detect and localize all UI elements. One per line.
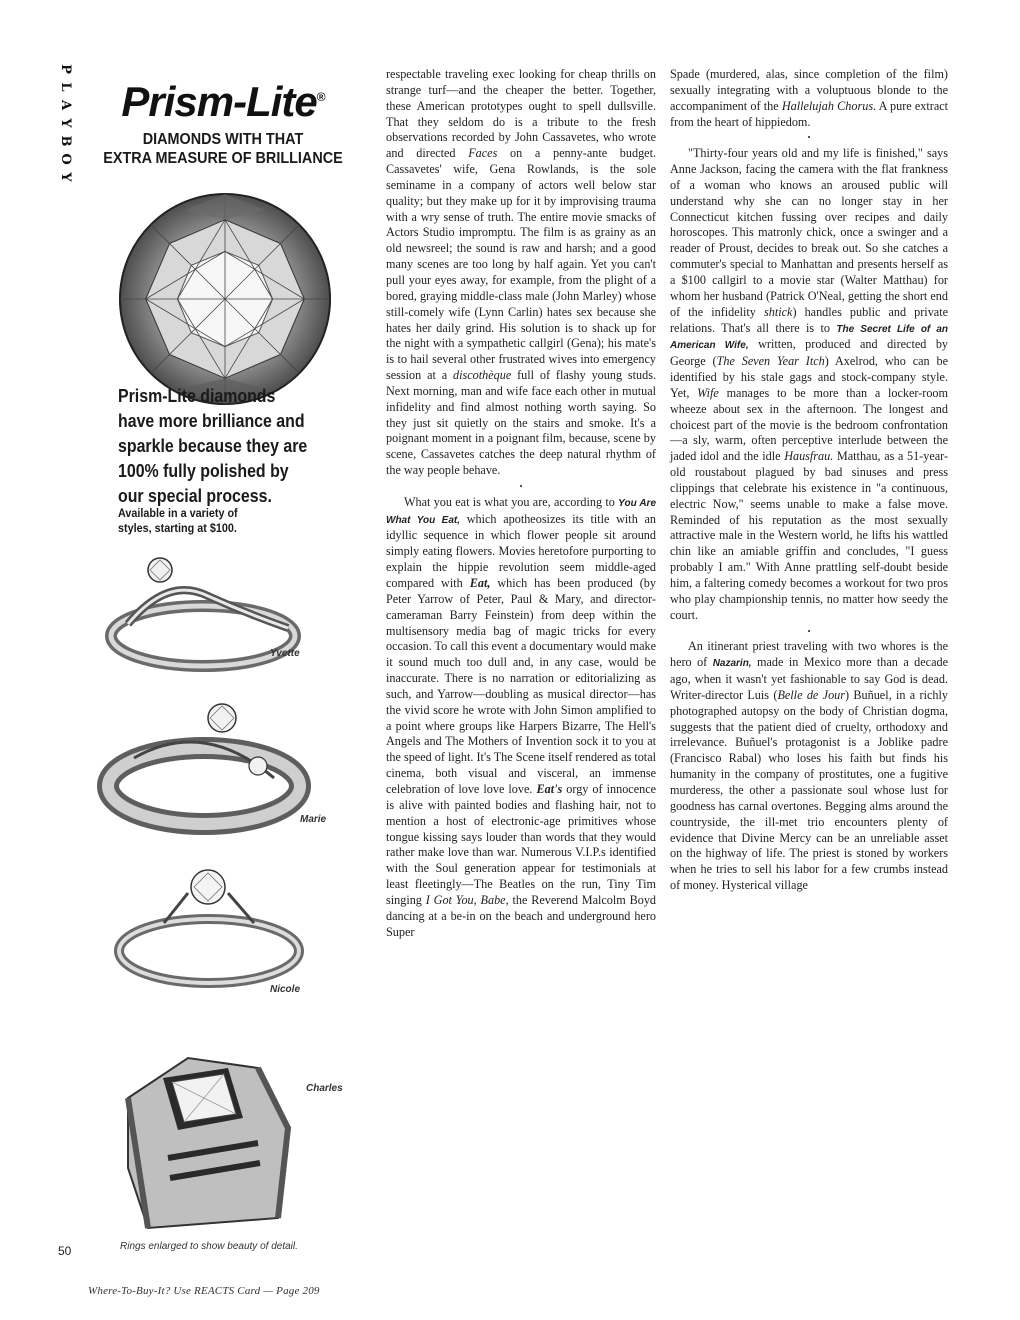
film-title-eats: Eat's (536, 781, 563, 796)
ad-availability-line-2: styles, starting at $100. (118, 521, 237, 535)
film-title-nazarin: Nazarin, (712, 658, 752, 670)
ad-headline-line-2: have more brilliance and (118, 410, 305, 431)
col2-text: An itinerant priest traveling with two whores is the hero of (670, 639, 948, 670)
col1-paragraph-1 (386, 67, 656, 479)
col1-text: on a penny-ante budget. Cassavetes' wife, Gena Rowlands, is the sole seminame in a company of actors well below star quality; but they make up for it by improvising trauma with a wry sense of truth. The entire movie smacks of Actors Studio impromptu. The film is as grainy as an old newsreel; the sound is raw and harsh; and a good many scenes are too long by half again. Yet you can't pull your eyes away, for example, from the plight of a bored, graying middle-class male (John Marley) whose still-comely wife (Lynn Carlin) hates sex because she hates her daily grind. His solution is to shack up for the night with a sympathetic callgirl (Gena); his mate's is to hail several other frustrated wives into emergency session at a (386, 146, 657, 383)
col2-paragraph-1 (670, 67, 948, 130)
ring-label-nicole: Nicole (270, 984, 301, 995)
col1-text: What you eat is what you are, according to (404, 494, 615, 509)
col1-paragraph-2 (386, 495, 656, 941)
ad-tagline-line-1: DIAMONDS WITH THAT (142, 131, 304, 148)
ring-charles-image (108, 1018, 308, 1238)
film-title-you-are-what-you-eat: You Are What You Eat, (386, 497, 657, 526)
ad-headline-line-5: our special process. (118, 485, 272, 506)
film-title-seven-year-itch: The Seven Year Itch (716, 354, 825, 369)
ad-brand (88, 78, 358, 126)
film-title-belle-de-jour: Belle de Jour (777, 687, 845, 702)
ad-tagline-line-2: EXTRA MEASURE OF BRILLIANCE (103, 150, 343, 167)
title-hallelujah-chorus: Hallelujah Chorus. (781, 98, 877, 113)
ad-headline-line-4: 100% fully polished by (118, 460, 289, 481)
col2-text: ) Axelrod, who can be identified by his stale gags and stock-company style. Yet, (670, 354, 948, 400)
diamond-image (116, 190, 334, 408)
page-footer: Where-To-Buy-It? Use REACTS Card — Page 209 (88, 1285, 320, 1297)
col2-text: ) handles public and private relations. That's all there is to (670, 304, 948, 335)
ring-label-charles: Charles (306, 1083, 343, 1094)
col2-paragraph-3 (670, 639, 948, 894)
col2-text: "Thirty-four years old and my life is finished," says Anne Jackson, facing the camera with the flat frankness of a woman who knows an aroused public will understand why she can no longer stay in her Connecticut kitchen fussing over recipes and daily horoscopes. This matronly chick, once a swinger and a reader of Proust, decides to break out. So she catches a commuter's special to Manhattan and presents herself as a $100 callgirl to a movie star (Walter Matthau) for whom her husband (Patrick O'Neal, getting the short end of the infidelity (670, 146, 948, 319)
ring-nicole-image (104, 853, 314, 993)
col2-text: manages to be more than a locker-room wheeze about sex in the afternoon. The longest and choicest part of the movie is the bedroom confrontation—a sly, warm, often perceptive interlude between the jaded idol and the idle (670, 385, 949, 464)
col2-text: made in Mexico more than a decade ago, when it wasn't yet fashionable to say God is dead. Writer-director Luis ( (670, 655, 948, 702)
ad-caption: Rings enlarged to show beauty of detail. (120, 1241, 298, 1252)
ad-brand-name: Prism-Lite (121, 78, 317, 125)
col2-text: written, produced and directed by George ( (670, 337, 949, 369)
ad-headline-line-1: Prism-Lite diamonds (118, 385, 276, 406)
registered-mark: ® (316, 90, 325, 104)
col1-text: which has been produced (by Peter Yarrow of Peter, Paul & Mary, and director-cameraman Barry Feinstein) from deep within the multisensory media bag of magic tricks for every occasion. To call this event a documentary would make it sound much too dull and, in any case, would be inaccurate. There is no narration or editorializing as such, and Yarrow—doubling as musical director—has the vivid score he wrote with John Simon amplified to a point where groups like Harpers Bizarre, The Hell's Angels and The Mothers of Invention sock it to you at the speed of light. It's The Scene itself rendered as total cinema, both visual and visceral, an immense celebration of love love love. (386, 576, 657, 796)
col1-text: which apotheosizes its title with an idyllic sequence in which flower people sit around simply eating flowers. Movies heretofore purporting to explain the hippie revolution seem middle-aged compared with (386, 511, 657, 590)
ad-tagline (102, 130, 345, 168)
article-column-1 (386, 67, 656, 940)
word-hausfrau: Hausfrau. (784, 449, 834, 464)
running-head (58, 60, 72, 186)
prism-lite-ad (88, 78, 358, 1258)
col2-text: Matthau, as a 51-year-old roustabout plagued by bad sinuses and press clippings that celebrate his existence in "a continuous, electric Now," seems unable to make a false move. Reminded of his reputation as the most sexually attractive male in the Western world, he lifts his wattled chin like an amiable griffin and concludes, "I guess probably I am." With Anne prattling self-doubt beside him, a faltering comedy becomes a workout for two pros who play championship tennis, no matter how seedy the court. (670, 449, 949, 622)
article-column-2 (670, 67, 948, 894)
page-number: 50 (58, 1244, 72, 1258)
col1-text: full of flashy young studs. Next morning, man and wife face each other in mutual infidelity and find almost nothing worth saying. So they just sit quietly on the stairs and smoke. It's a poignant moment in a poignant film, because, scene by scene, Cassavetes catches the deep natural rhythm of the way people behave. (386, 368, 657, 478)
word-discotheque: discothèque (453, 368, 512, 383)
ad-headline (118, 383, 324, 508)
ad-availability-line-1: Available in a variety of (118, 506, 238, 520)
col2-text: ) Buñuel, in a richly photographed autopsy on the body of Christian dogma, suggests that the patient died of cruelty, orthodoxy and irrelevance. Buñuel's protagonist is a Joblike padre (Francisco Rabal) who loses his faith but finds his humanity in the company of prostitutes, one a fugitive murderess, the other a passionate soul whose lust for goodness has carnal overtones. Begging alms around the countryside, the ill-met trio encounters plenty of evidence that Divine Mercy can be an unreliable asset on the highway of life. The priest is stoned by workers when he tries to sell his labor for a few crumbs instead of money. Hysterical village (670, 687, 948, 893)
word-shtick: shtick (764, 304, 793, 319)
film-title-eat: Eat, (469, 576, 491, 590)
section-break: · (518, 478, 524, 493)
section-break: · (806, 623, 812, 638)
ring-label-marie: Marie (300, 814, 327, 825)
col2-text: A pure extract from the heart of hippiedom. (670, 98, 949, 129)
film-title-wife: Wife (697, 385, 719, 400)
section-break: · (806, 130, 812, 145)
ad-availability (118, 506, 325, 536)
col2-paragraph-2 (670, 146, 948, 623)
ring-marie-image (94, 688, 314, 838)
col1-text: orgy of innocence is alive with painted bodies and flashing hair, not to mention a host of electronic-age primitives whose tongue kissing says louder than words that they would rather make love than war. Numerous V.I.P.s identified with the Soul generation appear for testimonials at least fleetingly—The Beatles on the run, Tiny Tim singing (386, 781, 657, 907)
col1-text: the Reverend Malcolm Boyd dancing at a be-in on the beach and underground hero Super (386, 892, 657, 939)
ring-label-yvette: Yvette (270, 648, 300, 659)
col2-text: Spade (murdered, alas, since completion of the film) sexually integrating with a voluptuous blonde to the accompaniment of the (670, 67, 948, 113)
running-head-text: P L A Y B O Y (58, 64, 73, 182)
col1-text: respectable traveling exec looking for cheap thrills on strange turf—and the cheaper the better. Together, these American prototypes ought to spell dullsville. That they seldom do is a tribute to the fresh observations recorded by John Cassavetes, who wrote and directed (386, 67, 656, 161)
film-title-secret-life: The Secret Life of an American Wife, (670, 323, 949, 352)
ad-headline-line-3: sparkle because they are (118, 435, 308, 456)
film-title-faces: Faces (468, 146, 498, 161)
song-title: I Got You, Babe, (425, 892, 509, 907)
